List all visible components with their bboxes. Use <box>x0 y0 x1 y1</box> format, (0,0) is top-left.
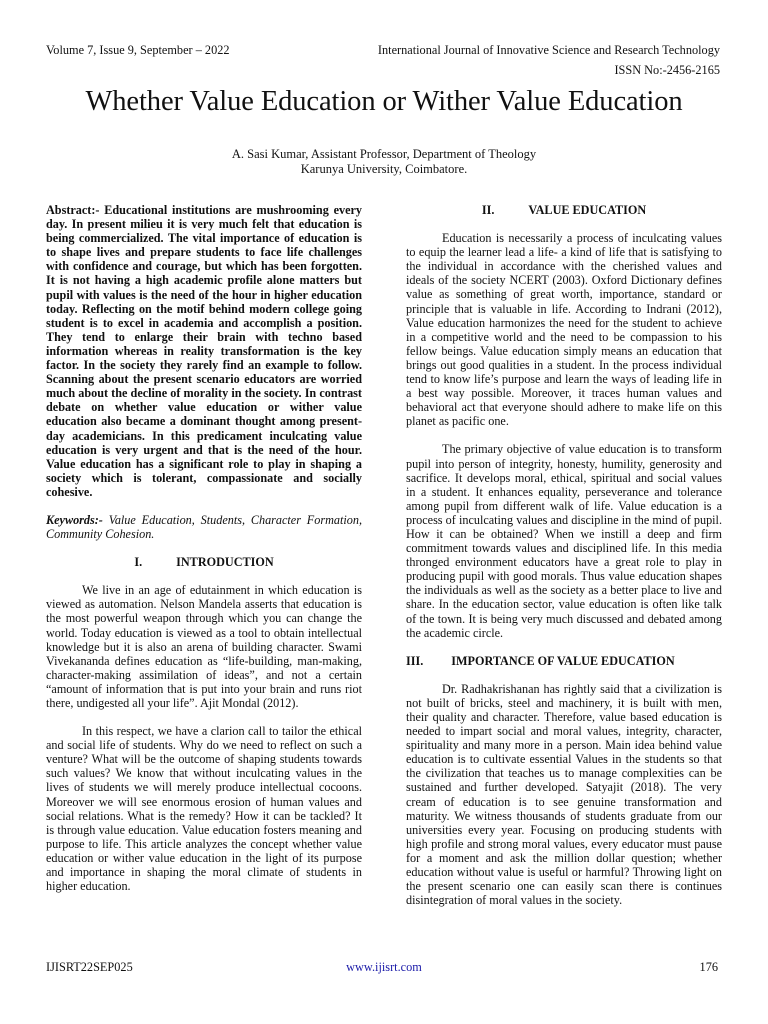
keywords-text: Value Education, Students, Character Formation, Community Cohesion. <box>46 512 362 542</box>
section-number: I. <box>134 555 143 570</box>
intro-paragraph-1: We live in an age of edutainment in which education is viewed as automation. Nelson Mandela asserts that education is the most powerful weapon through which you can change the world. Today education is viewed as a tool to obtain intellectual knowledge but it is also an arena of building character. Swami Vivekananda defines education as “life-building, man-making, character-making assimilation of ideas”, and not a certain “amount of information that is put into your brain and runs riot there, undigested all your life”. Ajit Mondal (2012). <box>46 583 362 710</box>
section-title: INTRODUCTION <box>176 555 274 570</box>
keywords-label: Keywords:- <box>46 512 103 527</box>
abstract: Abstract:- Educational institutions are mushrooming every day. In present milieu it is very much felt that education is being commercialized. The vital importance of education is to shape lives and prepare students to face life challenges with confidence and courage, but which has been forgotten. It is not having a high academic profile alone matters but pupil with values is the need of the hour in higher education today. Reflecting on the motif behind modern college going student is to excel in academia and accomplish a position. They tend to enlarge their brain with techno based information whereas in reality transformation is the key factor. In the society they rarely find an example to follow. Scanning about the present scenario educators are worried much about the decline of morality in the society. In contrast debate on whether value education or wither value education also became a dominant thought among present-day academicians. In this predicament inculcating value education is very urgent and that is the need of the hour. Value education has a significant role to play in shaping a society which is tolerant, compassionate and socially cohesive. <box>46 203 362 499</box>
header-journal: International Journal of Innovative Science and Research Technology <box>377 43 720 57</box>
section-heading-introduction <box>46 555 362 569</box>
section-heading-importance <box>406 654 722 668</box>
footer-page-number: 176 <box>699 960 718 974</box>
importance-paragraph-1: Dr. Radhakrishanan has rightly said that a civilization is not built of bricks, steel and machinery, it is built with men, their quality and character. Therefore, value based education is needed to impart social and moral values, integrity, character, spirituality and many more in a person. Main idea behind value education is to cultivate essential Values in the students so that the civilization that teaches us to manage complexities can be sustained and further developed. Satyajit (2018). The very cream of education is to see genuine transformation and maturity. We witness thousands of students graduate from our universities every year. Focusing on producing students with high profile and strong moral values, every educator must pause for a moment and ask the million dollar question; whether education without value is useful or harmful? Throwing light on the present scenario one can easily scan there is continues disintegration of moral values in the society. <box>406 681 722 908</box>
author-block <box>0 147 768 176</box>
author-line-2: Karunya University, Coimbatore. <box>300 161 468 176</box>
value-education-paragraph-1: Education is necessarily a process of inculcating values to equip the learner lead a life- a kind of life that is satisfying to the individual in accordance with the cherished values and ideals of the society NCERT (2003). Oxford Dictionary defines value as something of great worth, importance, standard or principle that is valuable in life. According to Indrani (2012), Value education harmonizes the need for the student to achieve in a competitive world and the need to be compassion to his fellow beings. Value education simply means an education that brings out good qualities in a student. In the process individual tend to know life’s purpose and learn the ways of leading life in a best way possible. Moreover, it traces human values and behavioral act that everyone should adhere to make life on this planet as pacific one. <box>406 231 722 429</box>
intro-paragraph-2: In this respect, we have a clarion call to tailor the ethical and social life of students. Why do we need to reflect on such a venture? What will be the outcome of shaping students towards such values? We know that without inculcating values in the lives of students we will merely produce intellectual cocoons. Moreover we will see enormous erosion of human values and social relations. What is the remedy? How it can be tackled? It is through value education. Value education fosters meaning and purpose to life. This article analyzes the concept whether value education or wither value education in the light of its purpose and importance in shaping the moral climate of students in higher education. <box>46 724 362 894</box>
section-number: III. <box>406 653 424 668</box>
right-column <box>406 203 722 907</box>
section-heading-value-education <box>406 203 722 217</box>
section-number: II. <box>481 203 495 217</box>
value-education-paragraph-2: The primary objective of value education is to transform pupil into person of integrity, honesty, humility, generosity and sacrifice. It develops moral, ethical, spiritual and social values in a student. It enhances equality, perseverance and tolerance among pupil from different walk of life. Value education is a process of inculcating values and discipline in the mind of pupil. How it can be obtained? When we instill a deep and firm commitment towards values and disciplined life. In this media thronged environment educators have a great role to play in producing pupil with good morals. Thus value education shapes the individuals as well as the society as a better place to live and share. In the education sector, value education is often like talk of the town. It is being very much discussed and debated among the academic circle. <box>406 442 722 640</box>
footer-website-link[interactable]: www.ijisrt.com <box>346 960 422 974</box>
left-column <box>46 203 362 893</box>
header-issn: ISSN No:-2456-2165 <box>614 63 720 77</box>
header-volume: Volume 7, Issue 9, September – 2022 <box>46 43 230 57</box>
section-title: VALUE EDUCATION <box>528 203 647 217</box>
paper-title: Whether Value Education or Wither Value Education <box>85 86 683 117</box>
footer-paper-id: IJISRT22SEP025 <box>46 960 133 974</box>
keywords <box>46 513 362 541</box>
author-line-1: A. Sasi Kumar, Assistant Professor, Department of Theology <box>231 147 537 161</box>
section-title: IMPORTANCE OF VALUE EDUCATION <box>451 653 675 668</box>
